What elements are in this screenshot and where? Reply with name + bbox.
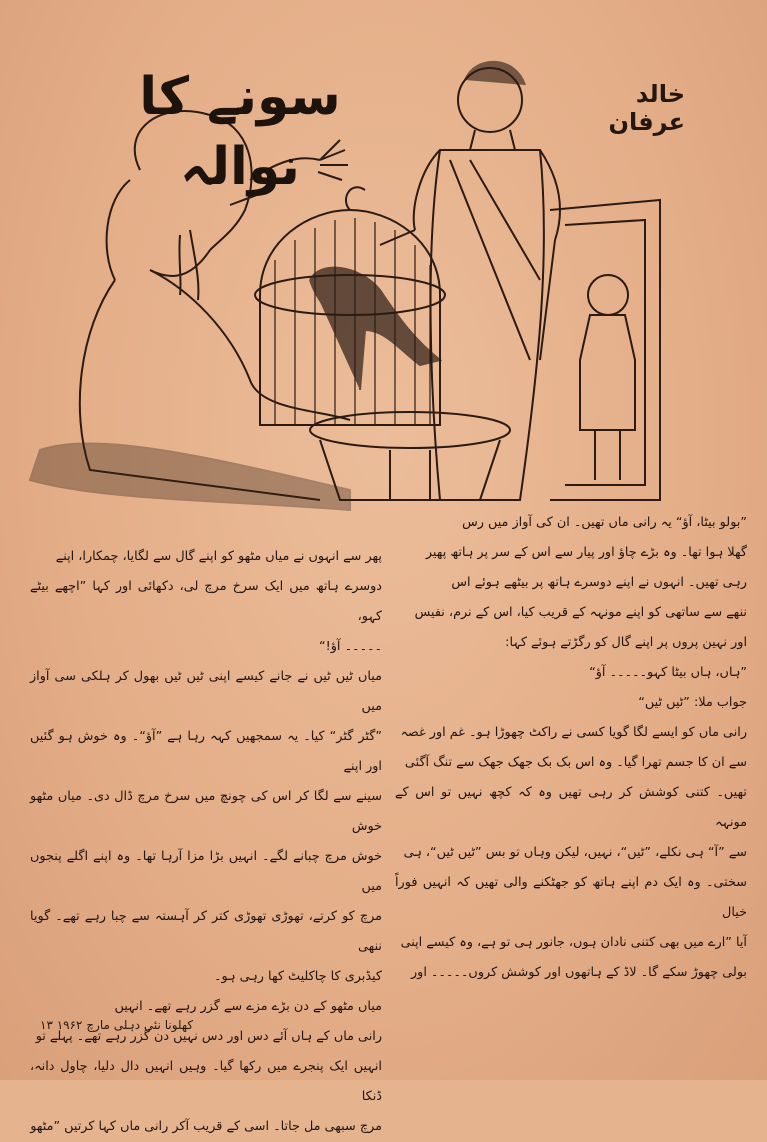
text-line: مرچ کو کرتے، تھوڑی تھوڑی کتر کر آہستہ سے چبا رہے تھے۔ گویا ننھی: [30, 909, 382, 954]
text-line: میاں ٹیں ٹیں نے جانے کیسے اپنی ٹیں ٹیں بھول کر ہلکی سی آواز میں: [30, 669, 382, 714]
text-line: سختی۔ وہ ایک دم اپنے ہاتھ کو جھٹکنے والی تھیں کہ انہیں فوراً خیال: [395, 875, 747, 920]
text-line: جواب ملا: ”ٹیں ٹیں“: [638, 695, 747, 710]
text-line: کیڈبری کا چاکلیٹ کھا رہی ہو۔: [213, 969, 382, 984]
text-line: آیا ”ارے میں بھی کتنی نادان ہوں، جانور ہی تو ہے، وہ کیسے اپنی: [400, 935, 747, 950]
text-line: رانی ماں کو ایسے لگا گویا کسی نے راکٹ چھوڑا ہو۔ غم اور غصہ: [400, 725, 747, 740]
text-line: رانی ماں کے ہاں آئے دس اور دس نہیں دن گزر رہے تھے۔ پہلے تو: [35, 1029, 382, 1044]
text-line: خوش مرچ چبانے لگے۔ انہیں بڑا مزا آرہا تھا۔ وہ اپنے اگلے پنجوں میں: [30, 849, 382, 894]
text-line: پھر سے انہوں نے میاں مٹھو کو اپنے گال سے لگایا، چمکارا، اپنے: [55, 549, 382, 564]
text-line: ۔۔۔۔۔ آؤ!“: [318, 639, 382, 654]
text-line: دوسرے ہاتھ میں ایک سرخ مرچ لی، دکھائی اور کہا ”اچھے بیٹے کہو،: [30, 579, 382, 624]
text-line: سینے سے لگا کر اس کی چونچ میں سرخ مرچ ڈال دی۔ میاں مٹھو خوش: [30, 789, 382, 834]
text-line: رہی تھیں۔ انہوں نے اپنے دوسرے ہاتھ پر بیٹھے ہوئے اس: [451, 575, 747, 590]
author-name: خالد عرفان: [608, 80, 685, 136]
text-line: ”بولو بیٹا، آؤ“ یہ رانی ماں تھیں۔ ان کی آواز میں رس: [462, 515, 747, 530]
text-line: سے ”آ“ ہی نکلے، ”ٹیں“، نہیں، لیکن وہاں تو بس ”ٹیں ٹیں“، ہی: [403, 845, 747, 860]
text-line: بولی چھوڑ سکے گا۔ لاڈ کے ہاتھوں اور کوشش کروں۔۔۔۔۔ اور: [410, 965, 747, 980]
text-line: مرچ سبھی مل جاتا۔ اسی کے قریب آکر رانی ماں کہا کرتیں ”مٹھو: [30, 1119, 382, 1134]
text-line: انہیں ایک پنجرے میں رکھا گیا۔ وہیں انہیں دال دلیا، چاول دانہ، ڈنکا: [30, 1059, 382, 1104]
text-line: ”گٹر گٹر“ کیا۔ یہ سمجھیں کہہ رہا ہے ”آؤ“۔ وہ خوش ہو گئیں اور اپنے: [30, 729, 382, 774]
text-line: سے ان کا جسم تھرا گیا۔ وہ اس بک بک جھک جھک سے تنگ آگئی: [404, 755, 747, 770]
text-line: ”ہاں، ہاں بیٹا کہو۔۔۔۔۔ آؤ“: [589, 665, 747, 680]
page-footer: کھلونا نئی دہلی مارچ ۱۹۶۲ ۱۳: [40, 1018, 194, 1032]
text-line: میاں مٹھو کے دن بڑے مزے سے گزر رہے تھے۔ انہیں: [114, 999, 382, 1014]
story-title: سونے کا نوالہ: [139, 67, 341, 197]
text-line: ننھے سے ساتھی کو اپنے مونہہ کے قریب کیا، اس کے نرم، نفیس: [414, 605, 747, 620]
text-line: اور نہین پروں پر اپنے گال کو رگڑتے ہوئے کہا:: [505, 635, 747, 650]
text-column-right: [395, 508, 747, 988]
text-line: تھیں۔ کتنی کوشش کر رہی تھیں وہ کہ کچھ نہیں تو اس کے مونہہ: [395, 785, 747, 830]
text-column-left: [30, 542, 382, 1142]
text-line: گھلا ہوا تھا۔ وہ بڑے چاؤ اور پیار سے اس کے سر پر ہاتھ پھیر: [425, 545, 747, 560]
